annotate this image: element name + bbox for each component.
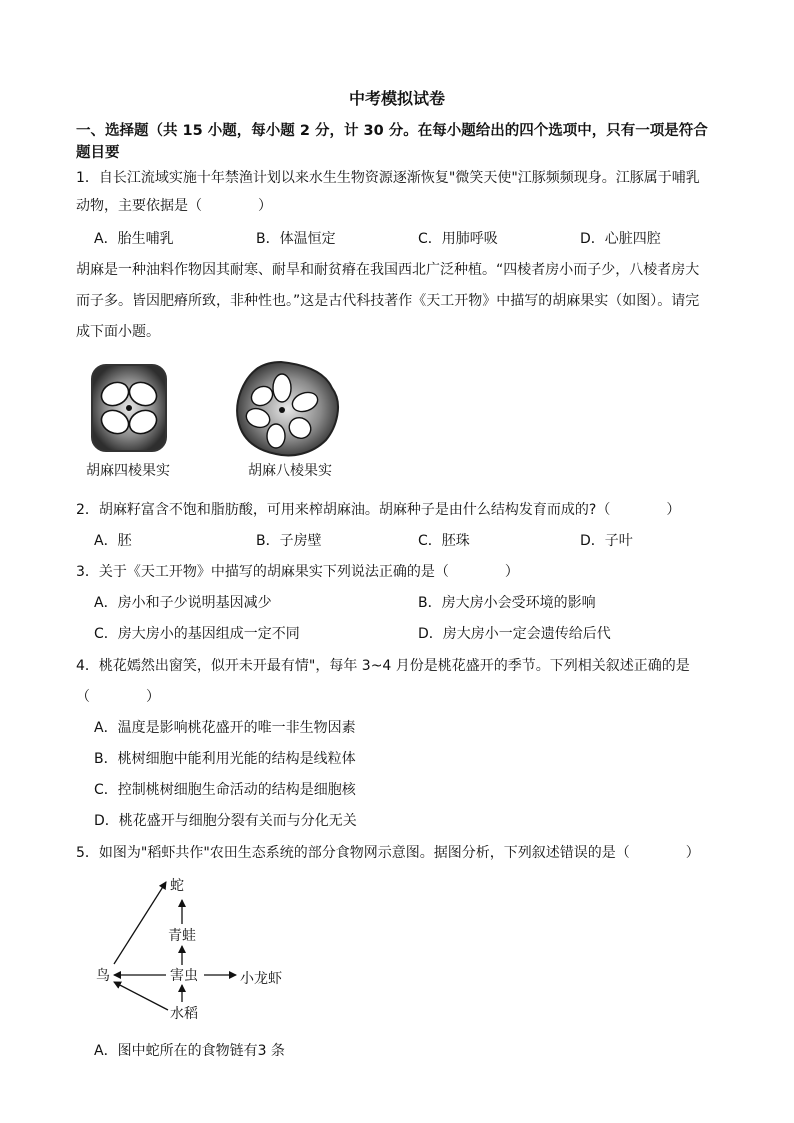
four-ridged-fruit-image — [92, 365, 166, 451]
q1-option-a: A．胎生哺乳 — [94, 231, 174, 247]
passage-line2: 而子多。皆因肥瘠所致，非种性也。”这是古代科技著作《天工开物》中描写的胡麻果实（如图）。请完 — [76, 293, 700, 309]
eight-ridged-fruit-image — [237, 362, 338, 455]
q4-option-a: A．温度是影响桃花盛开的唯一非生物因素 — [94, 720, 356, 736]
node-pest: 害虫 — [170, 968, 198, 984]
q3-stem: 3．关于《天工开物》中描写的胡麻果实下列说法正确的是（ ） — [76, 564, 519, 580]
q5-option-a: A．图中蛇所在的食物链有3 条 — [94, 1043, 285, 1059]
q3-option-b: B．房大房小会受环境的影响 — [418, 595, 596, 611]
q1-option-c: C．用肺呼吸 — [418, 231, 498, 247]
q3-option-d: D．房大房小一定会遗传给后代 — [418, 626, 611, 642]
flax-fruit-figure — [86, 360, 356, 460]
node-frog: 青蛙 — [168, 928, 196, 944]
q4-option-b: B．桃树细胞中能利用光能的结构是线粒体 — [94, 751, 356, 767]
q1-option-b: B．体温恒定 — [256, 231, 336, 247]
figure-caption-four-ridged: 胡麻四棱果实 — [86, 463, 170, 479]
arrow-rice-to-bird — [114, 982, 168, 1010]
node-snake: 蛇 — [170, 878, 184, 894]
q2-stem: 2．胡麻籽富含不饱和脂肪酸，可用来榨胡麻油。胡麻种子是由什么结构发育而成的?（ ） — [76, 502, 681, 518]
q1-stem-line1: 1．自长江流域实施十年禁渔计划以来水生生物资源逐渐恢复"微笑天使"江豚频频现身。江豚属于哺乳 — [76, 170, 700, 186]
q4-option-d: D．桃花盛开与细胞分裂有关而与分化无关 — [94, 813, 357, 829]
q4-option-c: C．控制桃树细胞生命活动的结构是细胞核 — [94, 782, 356, 798]
arrow-bird-to-snake — [114, 882, 166, 964]
passage-line1: 胡麻是一种油料作物因其耐寒、耐旱和耐贫瘠在我国西北广泛种植。“四棱者房小而子少，八棱者房大 — [76, 262, 700, 278]
q2-option-b: B．子房壁 — [256, 533, 322, 549]
q4-stem-line1: 4．桃花嫣然出窗笑，似开未开最有情"，每年 3~4 月份是桃花盛开的季节。下列相关叙述正确的是 — [76, 658, 690, 674]
q1-stem-line2: 动物，主要依据是（ ） — [76, 198, 272, 214]
passage-line3: 成下面小题。 — [76, 324, 160, 340]
section1-heading-line2: 题目要 — [76, 145, 120, 161]
q2-option-a: A．胚 — [94, 533, 132, 549]
section1-heading-line1: 一、选择题（共 15 小题，每小题 2 分，计 30 分。在每小题给出的四个选项中，只有一项是符合 — [76, 123, 708, 139]
q1-option-d: D．心脏四腔 — [580, 231, 661, 247]
q2-option-d: D．子叶 — [580, 533, 633, 549]
food-web-diagram — [90, 868, 310, 1028]
q3-option-a: A．房小和子少说明基因减少 — [94, 595, 272, 611]
q3-option-c: C．房大房小的基因组成一定不同 — [94, 626, 300, 642]
q5-stem: 5．如图为"稻虾共作"农田生态系统的部分食物网示意图。据图分析，下列叙述错误的是（ ） — [76, 845, 700, 861]
q4-stem-line2: （ ） — [76, 689, 160, 705]
page-title: 中考模拟试卷 — [348, 89, 445, 108]
node-rice: 水稻 — [170, 1006, 198, 1022]
figure-caption-eight-ridged: 胡麻八棱果实 — [248, 463, 332, 479]
q2-option-c: C．胚珠 — [418, 533, 470, 549]
node-crayfish: 小龙虾 — [240, 971, 282, 987]
node-bird: 鸟 — [96, 968, 110, 984]
